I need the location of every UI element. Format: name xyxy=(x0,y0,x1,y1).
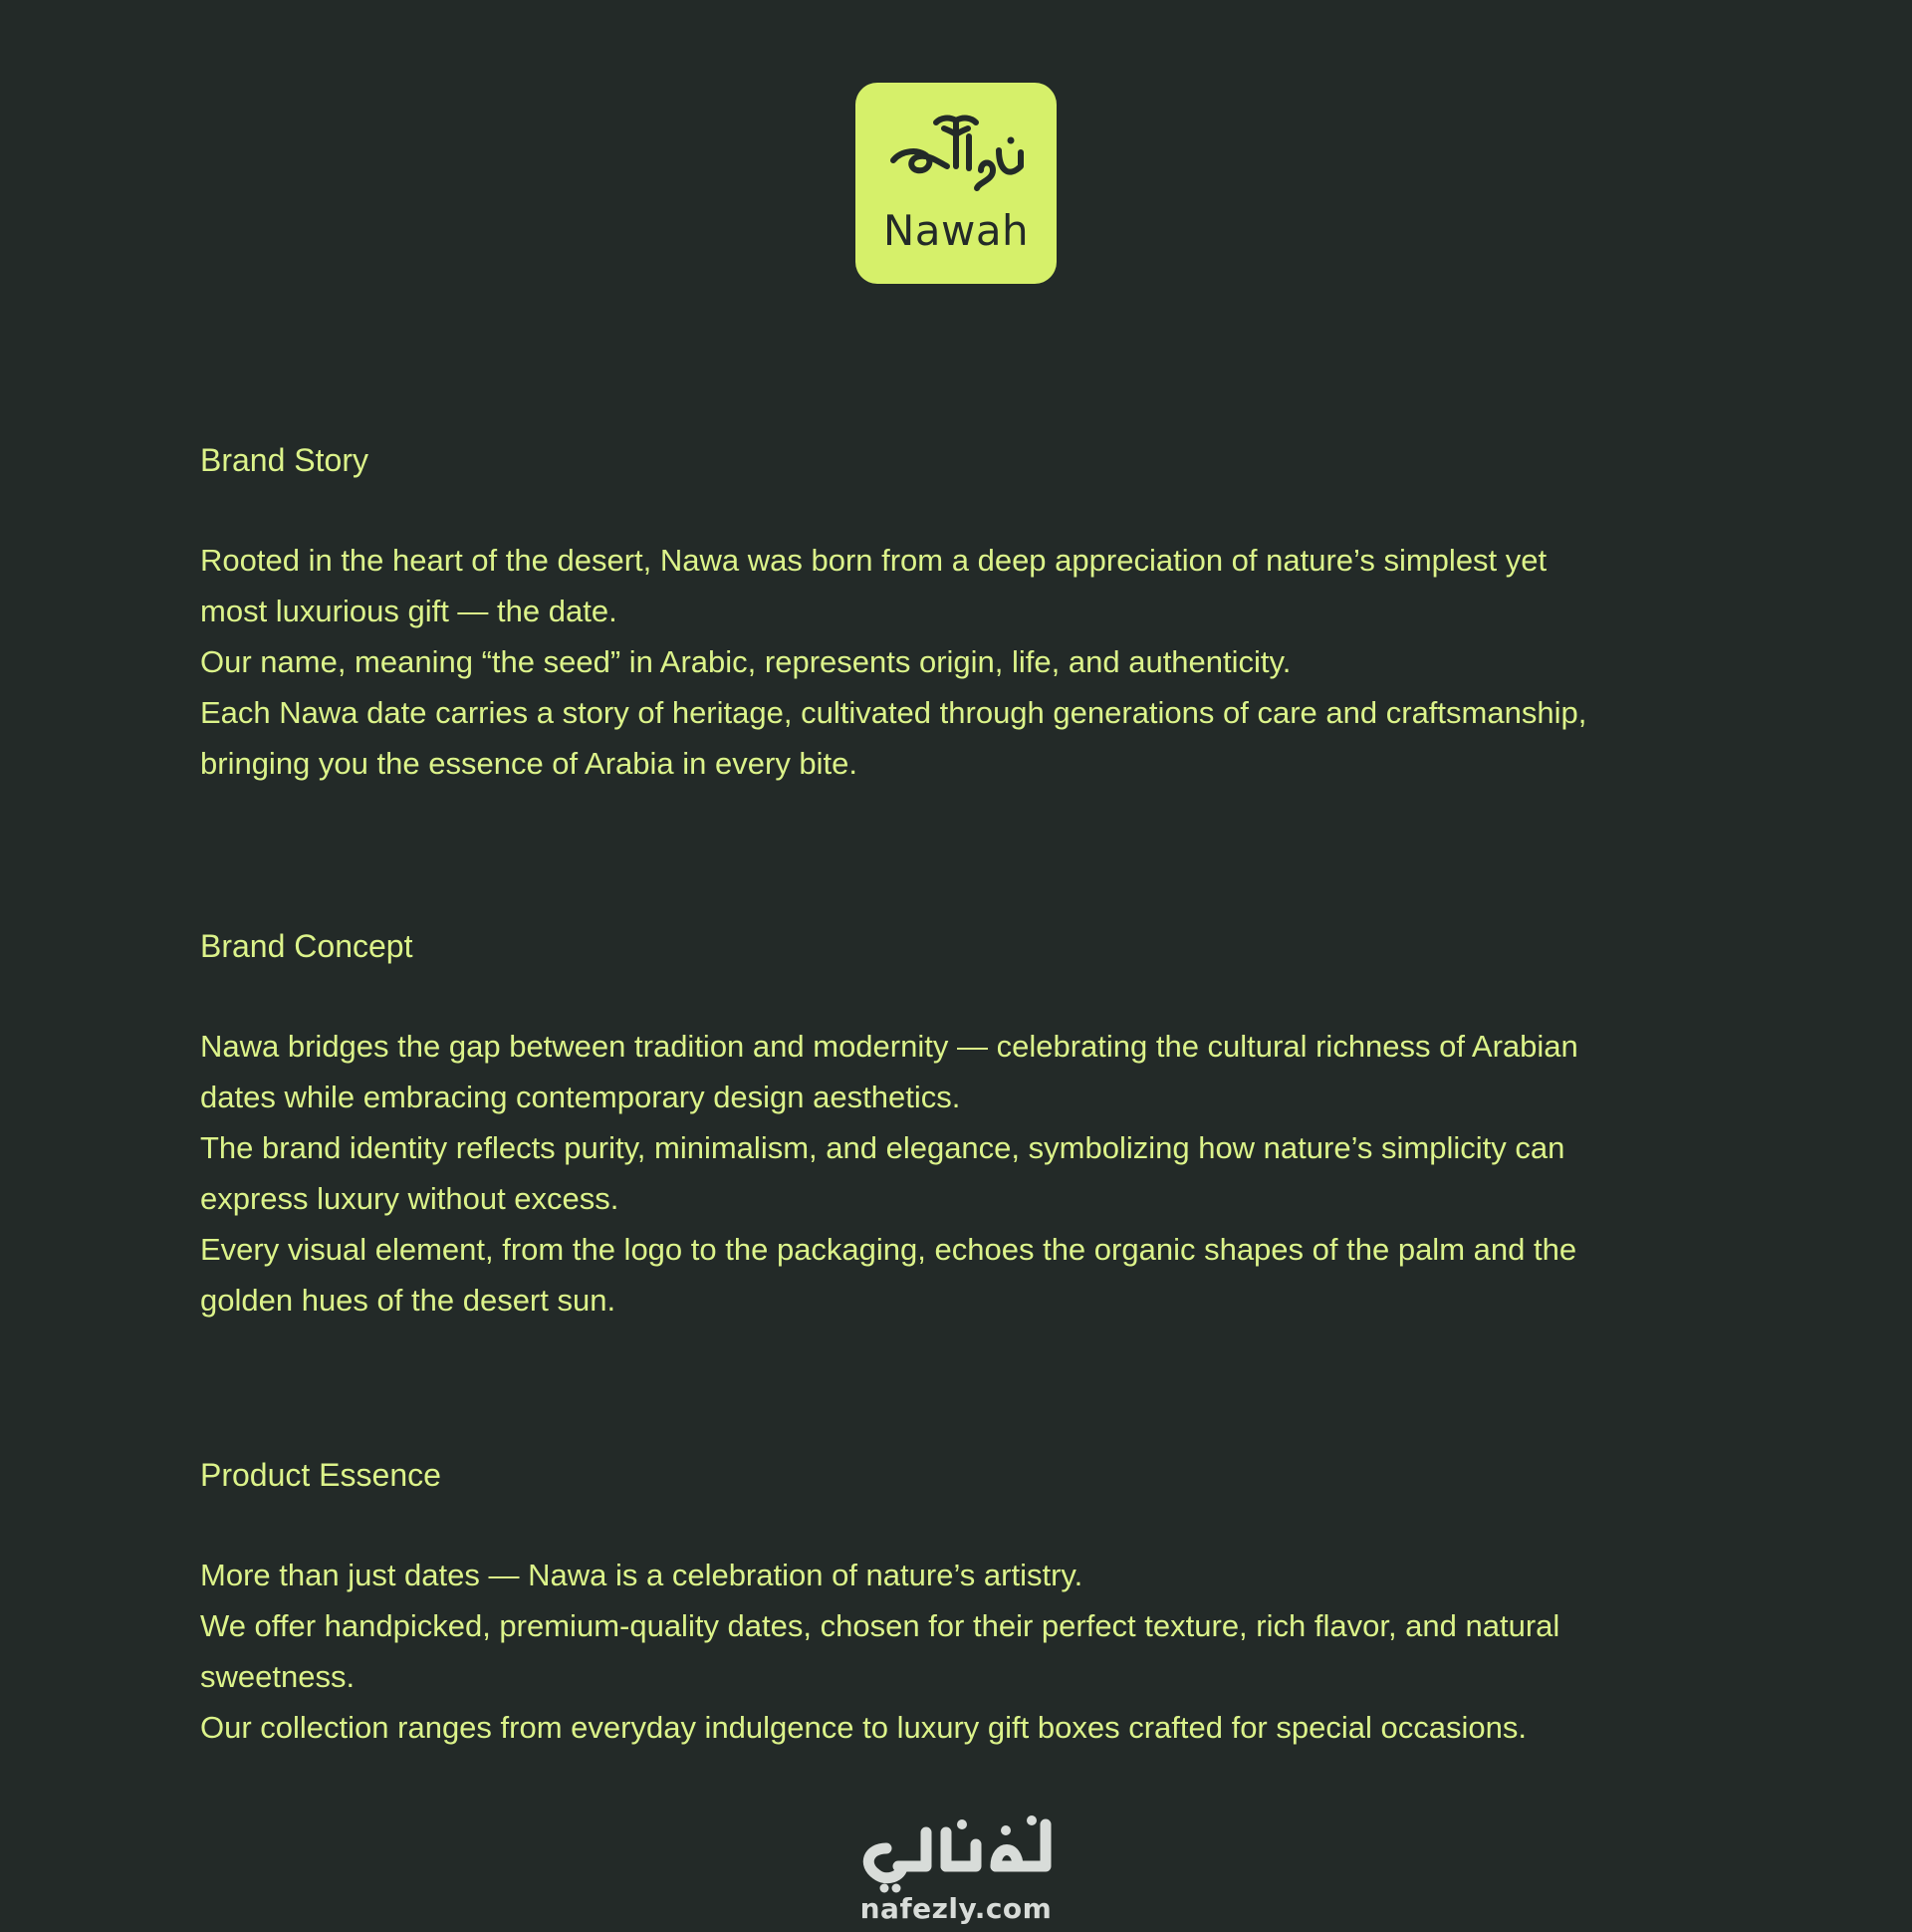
brand-concept-line: golden hues of the desert sun. xyxy=(200,1283,616,1318)
brand-story-line: most luxurious gift — the date. xyxy=(200,594,617,628)
brand-concept-line: The brand identity reflects purity, minimalism, and elegance, symbolizing how nature’s simplicity can xyxy=(200,1130,1565,1165)
nafezly-url: nafezly.com xyxy=(859,1892,1053,1925)
brand-logo xyxy=(855,83,1057,284)
nafezly-arabic-logo-icon xyxy=(846,1814,1066,1896)
nafezly-watermark xyxy=(846,1814,1066,1932)
product-essence-line: More than just dates — Nawa is a celebration of nature’s artistry. xyxy=(200,1558,1083,1592)
brand-story-line: Rooted in the heart of the desert, Nawa was born from a deep appreciation of nature’s simplest yet xyxy=(200,543,1548,578)
brand-story-line: Our name, meaning “the seed” in Arabic, represents origin, life, and authenticity. xyxy=(200,644,1292,679)
logo-wordmark: Nawah xyxy=(882,206,1030,255)
brand-concept-line: Nawa bridges the gap between tradition and modernity — celebrating the cultural richness of Arabian xyxy=(200,1029,1578,1064)
brand-concept-line: Every visual element, from the logo to the packaging, echoes the organic shapes of the palm and the xyxy=(200,1232,1577,1267)
brand-concept-line: dates while embracing contemporary design aesthetics. xyxy=(200,1080,961,1114)
brand-story-line: bringing you the essence of Arabia in every bite. xyxy=(200,746,858,781)
brand-story-line: Each Nawa date carries a story of heritage, cultivated through generations of care and craftsmanship, xyxy=(200,695,1587,730)
section-heading-product-essence: Product Essence xyxy=(200,1457,441,1493)
palm-calligraphy-icon xyxy=(881,111,1031,210)
product-essence-line: We offer handpicked, premium-quality dates, chosen for their perfect texture, rich flavor, and natural xyxy=(200,1608,1560,1643)
product-essence-line: sweetness. xyxy=(200,1659,356,1694)
brand-concept-line: express luxury without excess. xyxy=(200,1181,619,1216)
product-essence-line: Our collection ranges from everyday indulgence to luxury gift boxes crafted for special occasions. xyxy=(200,1710,1527,1745)
section-heading-brand-story: Brand Story xyxy=(200,442,368,478)
section-heading-brand-concept: Brand Concept xyxy=(200,928,413,964)
